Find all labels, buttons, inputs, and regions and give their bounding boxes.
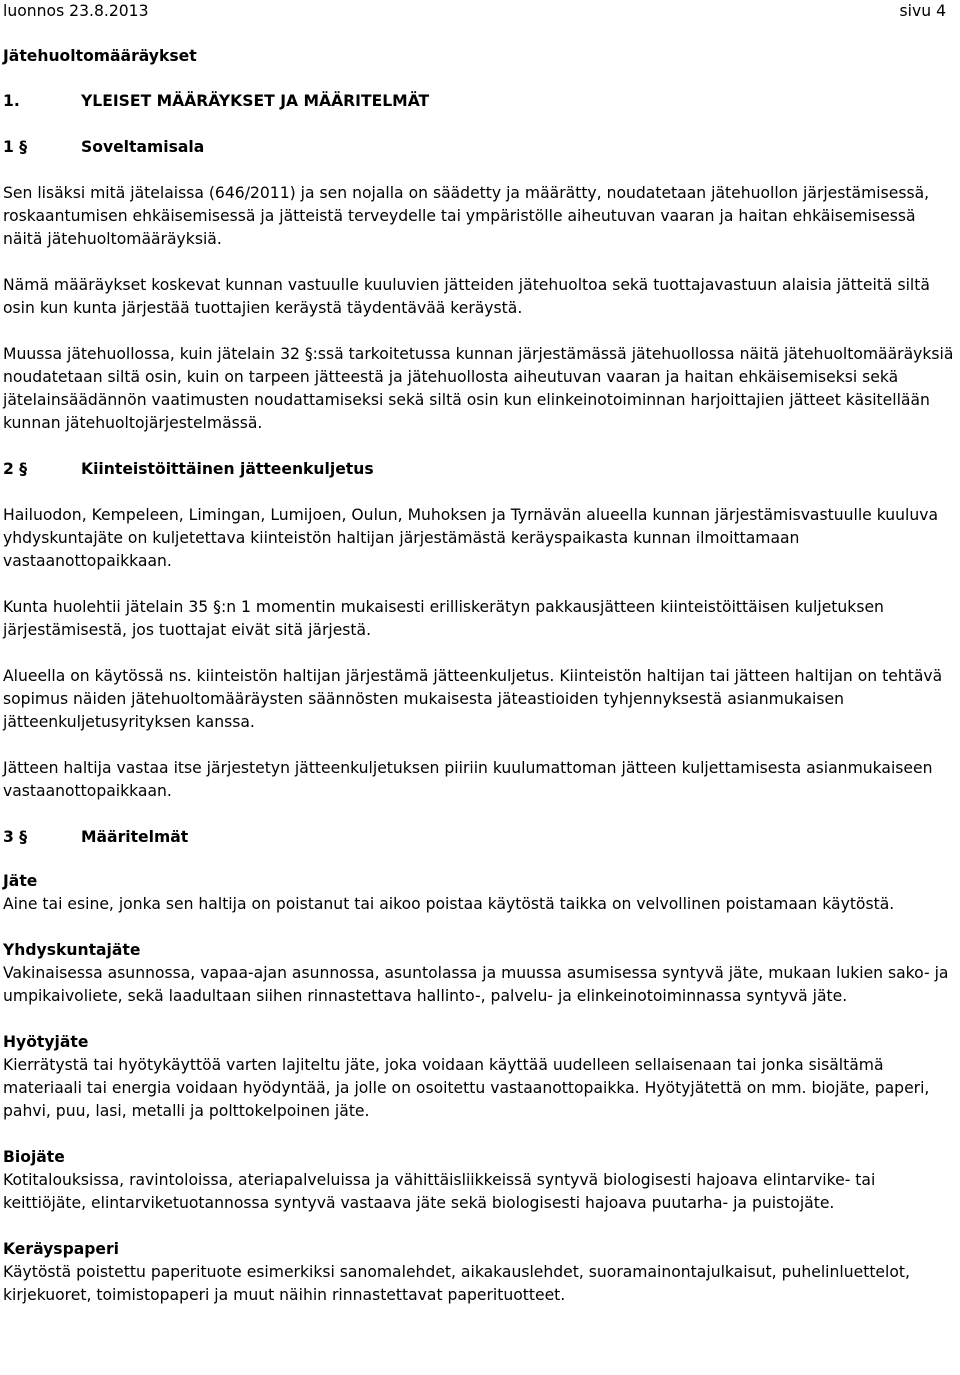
definition-item — [3, 1031, 958, 1123]
paragraph: Sen lisäksi mitä jätelaissa (646/2011) ja sen nojalla on säädetty ja määrätty, noudatetaan jätehuollon järjestämisessä, roskaantumisen ehkäisemisessä ja jätteistä terveydelle tai ympäristölle aiheutuvan vaaran ja haitan ehkäisemisessä näitä jätehuoltomääräyksiä. — [3, 184, 930, 248]
page-number: sivu 4 — [899, 2, 946, 20]
definition-term: Jäte — [3, 872, 38, 890]
chapter-heading — [3, 90, 958, 113]
definition-term: Keräyspaperi — [3, 1240, 120, 1258]
section-title: Soveltamisala — [81, 138, 205, 156]
section-number: 1 § — [3, 138, 28, 156]
definition-text: Aine tai esine, jonka sen haltija on poistanut tai aikoo poistaa käytöstä taikka on velvollinen poistamaan käytöstä. — [3, 895, 895, 913]
paragraph: Muussa jätehuollossa, kuin jätelain 32 §:ssä tarkoitetussa kunnan järjestämässä jätehuollossa näitä jätehuoltomääräyksiä noudatetaan siltä osin, kuin on tarpeen jätteestä ja jätehuollosta aiheutuvan vaaran ja haitan ehkäisemiseksi sekä jätelainsäädännön vaatimusten noudattamiseksi sekä siltä osin kun elinkeinotoiminnan harjoittajien jätteet käsitellään kunnan jätehuoltojärjestelmässä. — [3, 345, 954, 432]
document-page — [3, 0, 958, 1307]
definition-term: Hyötyjäte — [3, 1033, 89, 1051]
section-heading-2 — [3, 458, 958, 481]
section-number: 2 § — [3, 460, 28, 478]
paragraph: Alueella on käytössä ns. kiinteistön haltijan järjestämä jätteenkuljetus. Kiinteistön haltijan tai jätteen haltijan on tehtävä sopimus näiden jätehuoltomääräysten säännösten mukaisesta jäteastioiden tyhjennyksestä asianmukaisen jätteenkuljetusyrityksen kanssa. — [3, 667, 943, 731]
definition-item — [3, 870, 958, 916]
definition-item — [3, 939, 958, 1008]
definition-text: Käytöstä poistettu paperituote esimerkiksi sanomalehdet, aikakauslehdet, suoramainontajulkaisut, puhelinluettelot, kirjekuoret, toimistopaperi ja muut näihin rinnastettavat paperituotteet. — [3, 1263, 910, 1304]
section-heading-1 — [3, 136, 958, 159]
definition-term: Yhdyskuntajäte — [3, 941, 141, 959]
definition-text: Vakinaisessa asunnossa, vapaa-ajan asunnossa, asuntolassa ja muussa asumisessa syntyvä jäte, mukaan lukien sako- ja umpikaivoliete, sekä laadultaan siihen rinnastettava hallinto-, palvelu- ja elinkeinotoiminnassa syntyvä jäte. — [3, 964, 949, 1005]
paragraph: Kunta huolehtii jätelain 35 §:n 1 momentin mukaisesti erilliskerätyn pakkausjätteen kiinteistöittäisen kuljetuksen järjestämisestä, jos tuottajat eivät sitä järjestä. — [3, 598, 884, 639]
section-title: Määritelmät — [81, 828, 189, 846]
section-heading-3 — [3, 826, 958, 849]
definition-item — [3, 1238, 958, 1307]
section-title: Kiinteistöittäinen jätteenkuljetus — [81, 460, 374, 478]
document-title: Jätehuoltomääräykset — [3, 47, 197, 65]
chapter-number: 1. — [3, 92, 20, 110]
paragraph: Nämä määräykset koskevat kunnan vastuulle kuuluvien jätteiden jätehuoltoa sekä tuottajavastuun alaisia jätteitä siltä osin kun kunta järjestää tuottajien keräystä täydentävää keräystä. — [3, 276, 930, 317]
paragraph: Jätteen haltija vastaa itse järjestetyn jätteenkuljetuksen piiriin kuulumattoman jätteen kuljettamisesta asianmukaiseen vastaanottopaikkaan. — [3, 759, 933, 800]
draft-date: luonnos 23.8.2013 — [3, 2, 149, 20]
paragraph: Hailuodon, Kempeleen, Limingan, Lumijoen, Oulun, Muhoksen ja Tyrnävän alueella kunnan järjestämisvastuulle kuuluva yhdyskuntajäte on kuljetettava kiinteistön haltijan järjestämästä keräyspaikasta kunnan ilmoittamaan vastaanottopaikkaan. — [3, 506, 939, 570]
section-number: 3 § — [3, 828, 28, 846]
page-header — [3, 0, 958, 28]
definition-text: Kierrätystä tai hyötykäyttöä varten lajiteltu jäte, joka voidaan käyttää uudelleen sellaisenaan tai jonka sisältämä materiaali tai energia voidaan hyödyntää, ja jolle on osoitettu vastaanottopaikka. Hyötyjätettä on mm. biojäte, paperi, pahvi, puu, lasi, metalli ja polttokelpoinen jäte. — [3, 1056, 930, 1120]
definition-text: Kotitalouksissa, ravintoloissa, ateriapalveluissa ja vähittäisliikkeissä syntyvä biologisesti hajoava elintarvike- tai keittiöjäte, elintarviketuotannossa syntyvä vastaava jäte sekä biologisesti hajoava puutarha- ja puistojäte. — [3, 1171, 876, 1212]
chapter-title: YLEISET MÄÄRÄYKSET JA MÄÄRITELMÄT — [81, 92, 430, 110]
definition-term: Biojäte — [3, 1148, 65, 1166]
definitions-list — [3, 870, 958, 1307]
definition-item — [3, 1146, 958, 1215]
